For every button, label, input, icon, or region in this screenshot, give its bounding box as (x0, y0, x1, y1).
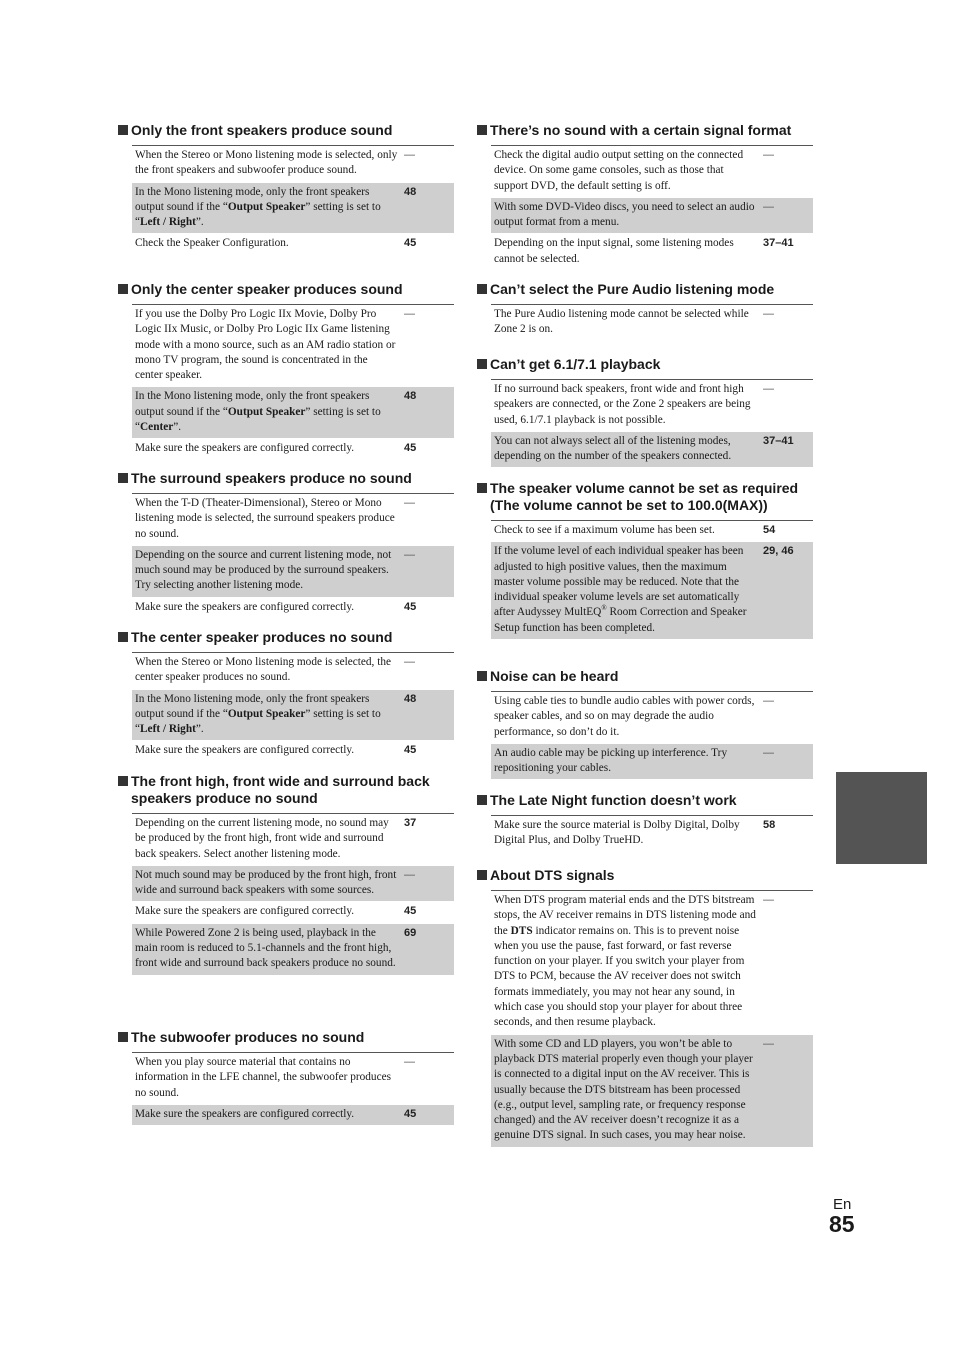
section-heading (118, 122, 454, 139)
solution-text: When the T-D (Theater-Dimensional), Stereo or Mono listening mode is selected, the surround speakers produce no sound. (135, 497, 395, 540)
table-row (132, 924, 454, 976)
solution-table (491, 520, 813, 640)
page-reference: — (763, 1037, 774, 1050)
solution-table (132, 652, 454, 763)
square-bullet-icon (477, 671, 487, 681)
page-reference: 54 (763, 524, 776, 536)
troubleshoot-section (477, 480, 813, 640)
page-reference: — (763, 308, 774, 320)
page-reference: — (763, 149, 774, 161)
section-title: Can’t select the Pure Audio listening mode (490, 281, 775, 297)
troubleshoot-section (477, 122, 813, 271)
section-title: Noise can be heard (490, 668, 619, 684)
solution-text: Check the digital audio output setting on the connected device. On some game consoles, such as those that support DVD, the default setting is off. (494, 149, 744, 192)
solution-text: Check the Speaker Configuration. (135, 237, 289, 250)
table-row (491, 1035, 813, 1148)
section-heading (477, 122, 813, 139)
table-row (491, 891, 813, 1035)
section-tab (836, 772, 927, 864)
solution-text: Make sure the speakers are configured correctly. (135, 744, 355, 757)
page-reference: — (404, 548, 415, 561)
square-bullet-icon (477, 483, 487, 493)
solution-text: When the Stereo or Mono listening mode is selected, the center speaker produces no sound. (135, 656, 392, 684)
table-row (132, 866, 454, 903)
section-heading (477, 668, 813, 685)
page-reference: — (404, 308, 415, 320)
troubleshoot-section (477, 668, 813, 780)
solution-text: When you play source material that contains no information in the LFE channel, the subwoofer produces no sound. (135, 1056, 391, 1099)
solution-text: Make sure the speakers are configured correctly. (135, 1107, 355, 1120)
table-row (132, 494, 454, 546)
section-title: The subwoofer produces no sound (131, 1029, 365, 1045)
page-reference: — (404, 656, 415, 668)
solution-text: In the Mono listening mode, only the front speakers output sound if the “Output Speaker” setting is set to “Center”. (135, 390, 381, 434)
solution-table (132, 813, 454, 976)
solution-text: You can not always select all of the listening modes, depending on the number of the speakers connected. (494, 434, 732, 463)
solution-table (491, 890, 813, 1148)
solution-text: In the Mono listening mode, only the front speakers output sound if the “Output Speaker” setting is set to “Left / Right”. (135, 692, 381, 736)
page-reference: 58 (763, 819, 776, 831)
page-reference: 45 (404, 1107, 417, 1120)
page-reference: — (763, 695, 774, 707)
table-row (491, 692, 813, 744)
section-title: The surround speakers produce no sound (131, 470, 412, 486)
section-heading (477, 281, 813, 298)
solution-text: Depending on the current listening mode, no sound may be produced by the front high, front wide and surround back speakers. Select another listening mode. (135, 817, 389, 860)
section-title: Only the front speakers produce sound (131, 122, 393, 138)
page-reference: 45 (404, 905, 417, 918)
page-reference: — (763, 746, 774, 759)
troubleshoot-section (477, 356, 813, 468)
page-reference: — (763, 383, 774, 395)
page-reference: 45 (404, 442, 417, 455)
table-row (491, 146, 813, 198)
section-heading (118, 281, 454, 298)
table-row (491, 744, 813, 781)
page-reference: 29, 46 (763, 545, 794, 558)
solution-text: Make sure the speakers are configured correctly. (135, 442, 355, 455)
square-bullet-icon (477, 359, 487, 369)
page-number: 85 (829, 1211, 855, 1237)
solution-table (491, 304, 813, 342)
section-heading (118, 470, 454, 487)
section-heading (477, 356, 813, 373)
solution-text: When DTS program material ends and the DTS bitstream stops, the AV receiver remains in DTS listening mode and the DTS indicator remains on. This is to prevent noise when you use the pause, fast forward, or fast reverse function on your player. If you switch your player from DTS to PCM, because the AV receiver does not switch formats immediately, you may not hear any sound, in which case you should stop your player for about three seconds, and then resume playback. (494, 894, 756, 1029)
page-reference: 37 (404, 817, 417, 829)
section-heading (118, 629, 454, 646)
section-heading (477, 867, 813, 884)
solution-text: Check to see if a maximum volume has been set. (494, 524, 715, 536)
troubleshoot-section (118, 281, 454, 461)
table-row (132, 814, 454, 866)
table-row (132, 234, 454, 255)
section-heading (477, 480, 813, 514)
solution-text: Not much sound may be produced by the front high, front wide and surround back speakers with some sources. (135, 868, 397, 897)
table-row (491, 521, 813, 542)
section-title: The speaker volume cannot be set as required (490, 480, 799, 496)
section-heading (118, 1029, 454, 1046)
page-reference: 48 (404, 185, 417, 198)
solution-text: Make sure the speakers are configured correctly. (135, 600, 355, 613)
square-bullet-icon (477, 284, 487, 294)
page-reference: 48 (404, 692, 417, 705)
table-row (132, 1105, 454, 1126)
page-language: En (833, 1196, 852, 1213)
solution-text: While Powered Zone 2 is being used, playback in the main room is reduced to 5.1-channels and the front high, front wide and surround back speakers produce no sound. (135, 926, 396, 970)
solution-text: If you use the Dolby Pro Logic IIx Movie, Dolby Pro Logic IIx Music, or Dolby Pro Logic IIx Game listening mode with a mono source, such as an AM radio station or mono TV program, the sound is concentrated in the center speaker. (135, 308, 396, 382)
section-title: The Late Night function doesn’t work (490, 792, 737, 808)
troubleshoot-section (477, 792, 813, 853)
section-title: The front high, front wide and surround back (131, 773, 430, 789)
square-bullet-icon (118, 125, 128, 135)
page-reference: 45 (404, 600, 417, 613)
solution-table (491, 145, 813, 271)
square-bullet-icon (118, 1032, 128, 1042)
table-row (132, 387, 454, 439)
page-reference: 69 (404, 926, 417, 939)
square-bullet-icon (477, 870, 487, 880)
table-row (491, 234, 813, 271)
troubleshoot-section (118, 1029, 454, 1126)
table-row (491, 542, 813, 640)
table-row (491, 380, 813, 432)
solution-text: Make sure the source material is Dolby Digital, Dolby Digital Plus, and Dolby TrueHD. (494, 819, 740, 847)
troubleshoot-section (477, 281, 813, 342)
table-row (132, 439, 454, 460)
solution-text: Depending on the input signal, some listening modes cannot be selected. (494, 237, 734, 265)
page-reference: 45 (404, 237, 417, 250)
troubleshoot-section (118, 629, 454, 763)
table-row (491, 816, 813, 853)
solution-table (491, 691, 813, 780)
solution-table (132, 304, 454, 461)
troubleshoot-section (118, 122, 454, 256)
square-bullet-icon (118, 473, 128, 483)
page-reference: — (763, 200, 774, 213)
table-row (132, 741, 454, 762)
square-bullet-icon (118, 284, 128, 294)
table-row (132, 146, 454, 183)
square-bullet-icon (477, 125, 487, 135)
page-reference: 45 (404, 744, 417, 757)
section-title: Can’t get 6.1/7.1 playback (490, 356, 661, 372)
square-bullet-icon (118, 776, 128, 786)
table-row (132, 653, 454, 690)
solution-text: Make sure the speakers are configured correctly. (135, 905, 355, 918)
table-row (132, 183, 454, 235)
page-reference: — (404, 868, 415, 881)
solution-text: Depending on the source and current listening mode, not much sound may be produced by the surround speakers. Try selecting another listening mode. (135, 548, 392, 592)
page-reference: 48 (404, 390, 417, 403)
table-row (491, 198, 813, 235)
solution-text: In the Mono listening mode, only the front speakers output sound if the “Output Speaker” setting is set to “Left / Right”. (135, 185, 381, 229)
page-reference: — (404, 497, 415, 509)
section-title: Only the center speaker produces sound (131, 281, 403, 297)
section-title: The center speaker produces no sound (131, 629, 393, 645)
troubleshoot-section (118, 773, 454, 976)
table-row (132, 1053, 454, 1105)
solution-table (132, 1052, 454, 1126)
page-reference: 37–41 (763, 434, 794, 447)
solution-table (132, 493, 454, 619)
page-reference: 37–41 (763, 237, 794, 250)
page-reference: — (763, 894, 774, 906)
solution-text: An audio cable may be picking up interference. Try repositioning your cables. (494, 746, 728, 775)
section-title: There’s no sound with a certain signal format (490, 122, 792, 138)
solution-text: When the Stereo or Mono listening mode is selected, only the front speakers and subwoofer produce sound. (135, 149, 398, 177)
page-reference: — (404, 149, 415, 161)
table-row (132, 690, 454, 742)
troubleshoot-section (118, 470, 454, 619)
section-heading (118, 773, 454, 807)
solution-text: If no surround back speakers, front wide and front high speakers are connected, or the Zone 2 speakers are being used, 6.1/7.1 playback is not possible. (494, 383, 751, 426)
square-bullet-icon (477, 795, 487, 805)
section-heading (477, 792, 813, 809)
square-bullet-icon (118, 632, 128, 642)
solution-table (491, 379, 813, 468)
solution-text: With some CD and LD players, you won’t be able to playback DTS material properly even though your player is connected to a digital input on the AV receiver. This is usually because the DTS bitstream has been processed (e.g., output level, sampling rate, or frequency response changed) and the AV receiver doesn’t recognize it as a genuine DTS signal. In such cases, you may hear noise. (494, 1037, 753, 1142)
table-row (491, 305, 813, 342)
table-row (132, 546, 454, 598)
section-title: About DTS signals (490, 867, 615, 883)
troubleshoot-section (477, 867, 813, 1148)
section-title-line2: (The volume cannot be set to 100.0(MAX)) (490, 497, 768, 513)
page-reference: — (404, 1056, 415, 1068)
solution-table (132, 145, 454, 256)
table-row (132, 902, 454, 923)
table-row (491, 432, 813, 469)
solution-table (491, 815, 813, 853)
section-title-line2: speakers produce no sound (131, 790, 318, 806)
solution-text: With some DVD-Video discs, you need to select an audio output format from a menu. (494, 200, 755, 229)
solution-text: If the volume level of each individual speaker has been adjusted to high positive values, then the maximum master volume possible may be reduced. Note that the individual speaker volume levels are set automatically after Audyssey MultEQ® Room Correction and Speaker Setup function has been completed. (494, 545, 747, 634)
table-row (132, 305, 454, 387)
solution-text: The Pure Audio listening mode cannot be selected while Zone 2 is on. (494, 308, 749, 336)
solution-text: Using cable ties to bundle audio cables with power cords, speaker cables, and so on may degrade the audio performance, so don’t do it. (494, 695, 755, 738)
table-row (132, 598, 454, 619)
